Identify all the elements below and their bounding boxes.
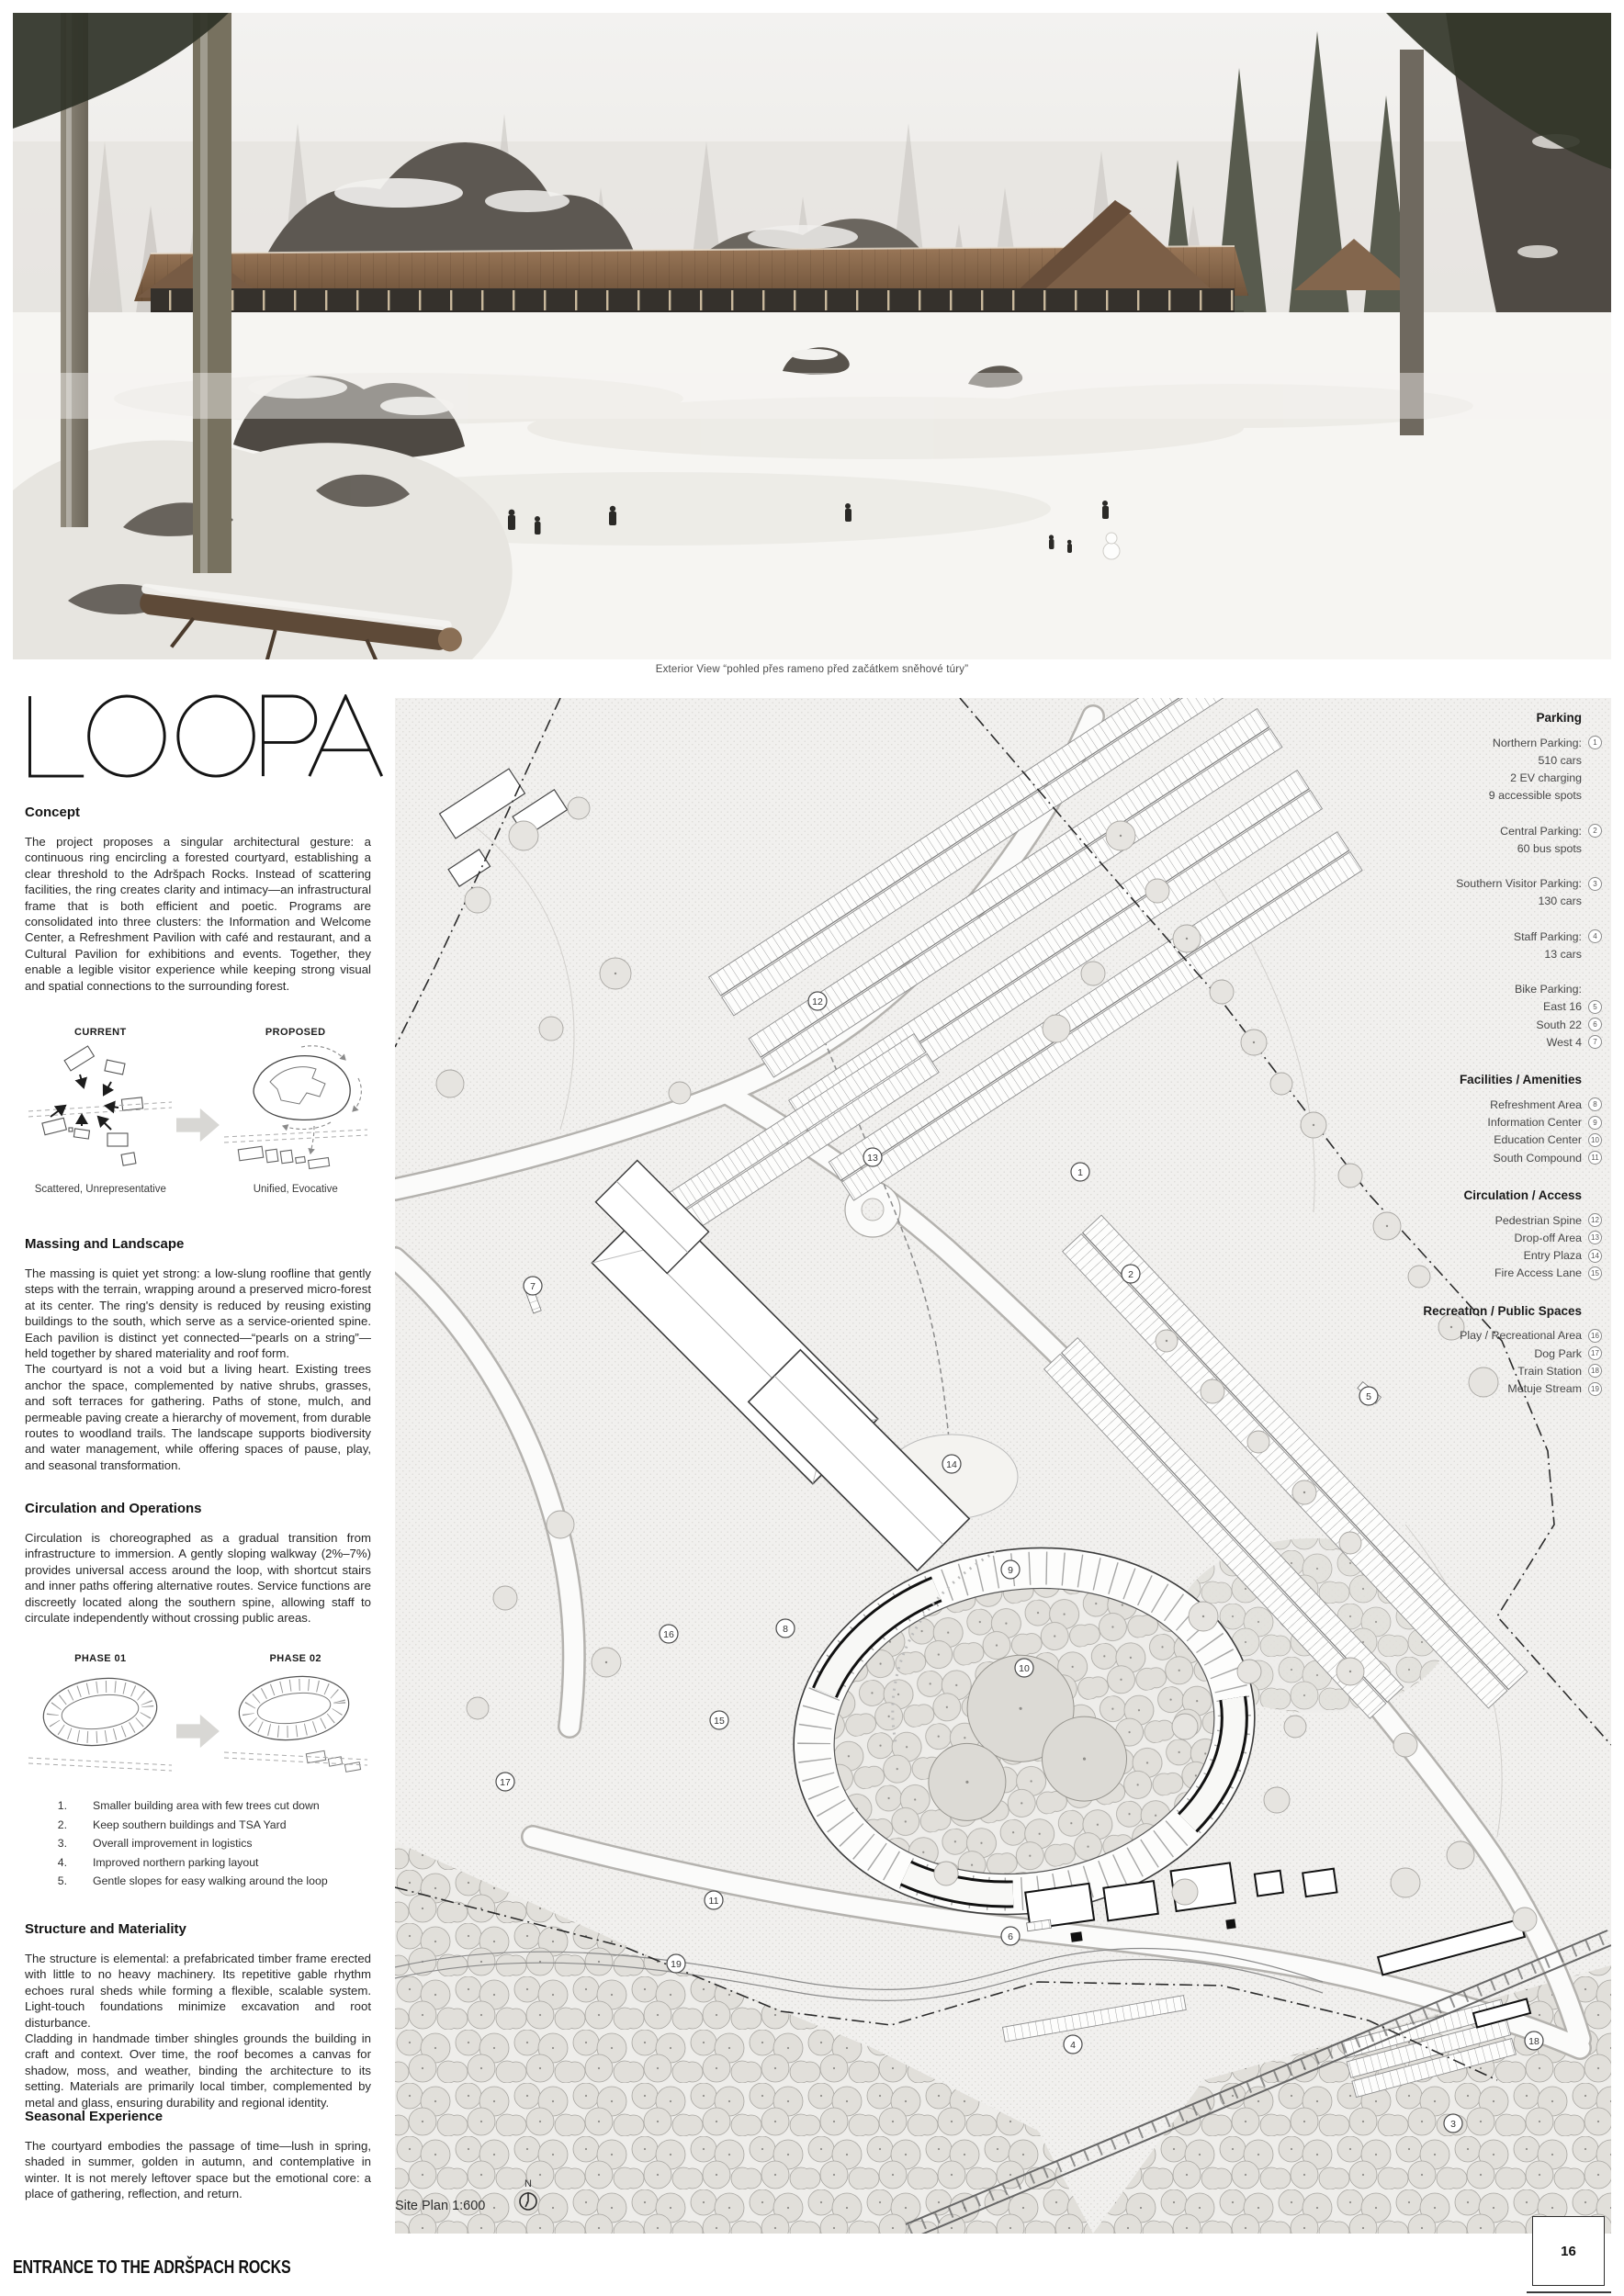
plan-marker-10 bbox=[1015, 1659, 1033, 1677]
legend-row-label: 2 EV charging bbox=[1510, 771, 1582, 784]
legend-row bbox=[1385, 1362, 1602, 1379]
legend-row-badge: 8 bbox=[1588, 1097, 1602, 1111]
svg-text:5: 5 bbox=[1366, 1391, 1371, 1402]
diagram-current-label: CURRENT bbox=[74, 1027, 127, 1038]
arrow-right-icon bbox=[176, 1104, 220, 1146]
svg-text:1: 1 bbox=[1077, 1167, 1083, 1178]
plan-marker-1 bbox=[1071, 1163, 1089, 1181]
list-item bbox=[25, 1816, 371, 1835]
diagram-proposed-label: PROPOSED bbox=[265, 1027, 326, 1038]
plan-scale-label bbox=[395, 2177, 540, 2213]
plan-marker-16 bbox=[660, 1625, 678, 1643]
svg-text:7: 7 bbox=[530, 1281, 536, 1292]
legend-row-label: Pedestrian Spine bbox=[1494, 1213, 1582, 1227]
legend-row bbox=[1385, 1229, 1602, 1246]
svg-text:16: 16 bbox=[663, 1629, 674, 1640]
legend-row-label: South Compound bbox=[1493, 1151, 1582, 1165]
list-item-text: Improved northern parking layout bbox=[93, 1855, 259, 1869]
phase2-label: PHASE 02 bbox=[269, 1653, 321, 1664]
svg-text:10: 10 bbox=[1019, 1663, 1030, 1674]
legend-row bbox=[1385, 910, 1602, 928]
list-item bbox=[25, 1834, 371, 1853]
legend-row-label: East 16 bbox=[1542, 1000, 1582, 1014]
sheet-footer bbox=[13, 2257, 360, 2279]
svg-text:8: 8 bbox=[783, 1624, 788, 1635]
svg-text:2: 2 bbox=[1128, 1269, 1133, 1280]
legend-row-label: 130 cars bbox=[1538, 895, 1582, 908]
legend-row bbox=[1385, 1149, 1602, 1166]
sheet-title: ENTRANCE TO THE ADRŠPACH ROCKS bbox=[13, 2257, 291, 2278]
phase1-diagram bbox=[27, 1668, 174, 1776]
svg-text:9: 9 bbox=[1008, 1565, 1013, 1576]
list-item-text: Overall improvement in logistics bbox=[93, 1837, 253, 1850]
legend-row-badge: 17 bbox=[1588, 1346, 1602, 1360]
legend-row bbox=[1385, 751, 1602, 769]
legend-row-badge: 19 bbox=[1588, 1382, 1602, 1396]
circulation-body: Circulation is choreographed as a gradual transition from infrastructure to immersion. A gently sloping walkway (2%–7%) provides universal access around the loop, with shortcut stairs and inner paths offering alternative routes. Service functions are discreetly located along the southern spine, allowing staff to circulate independently without crossing public areas. bbox=[25, 1531, 371, 1626]
massing-paragraph-2: The courtyard is not a void but a living heart. Existing trees anchor the space, complemented by native shrubs, grasses, and soft terraces for gathering. Paths of stone, mulch, and permeable paving create a hierarchy of movement, from durable routes to woodland trails. The landscape supports biodiversity and water management, while offering spaces of pause, play, and seasonal transformation. bbox=[25, 1362, 371, 1472]
legend-row bbox=[1385, 1327, 1602, 1345]
legend-row bbox=[1385, 1247, 1602, 1265]
legend-row-badge: 13 bbox=[1588, 1231, 1602, 1244]
legend-row-badge: 16 bbox=[1588, 1329, 1602, 1343]
legend-row-badge: 10 bbox=[1588, 1133, 1602, 1147]
plan-marker-6 bbox=[1001, 1927, 1020, 1945]
legend-row bbox=[1385, 1131, 1602, 1149]
diagram-current-caption: Scattered, Unrepresentative bbox=[34, 1184, 166, 1195]
list-item-number: 1. bbox=[57, 1799, 67, 1812]
seasonal-heading: Seasonal Experience bbox=[25, 2109, 164, 2124]
project-title bbox=[25, 694, 371, 783]
page-number: 16 bbox=[1561, 2243, 1576, 2259]
legend-row bbox=[1385, 875, 1602, 893]
legend-row-badge: 3 bbox=[1588, 877, 1602, 891]
legend-row bbox=[1385, 1096, 1602, 1113]
legend-row bbox=[1385, 1211, 1602, 1229]
legend-row-label: Dog Park bbox=[1534, 1346, 1582, 1360]
legend-row-badge: 15 bbox=[1588, 1266, 1602, 1280]
legend-row bbox=[1385, 769, 1602, 786]
legend-row-badge: 1 bbox=[1588, 736, 1602, 749]
render-caption: Exterior View “pohled přes rameno před začátkem sněhové túry” bbox=[655, 664, 969, 675]
plan-marker-13 bbox=[863, 1148, 882, 1166]
plan-marker-14 bbox=[942, 1455, 961, 1473]
legend-row-label: Education Center bbox=[1494, 1133, 1582, 1147]
legend-section-title: Facilities / Amenities bbox=[1459, 1073, 1582, 1087]
diagram-proposed-caption: Unified, Evocative bbox=[253, 1184, 338, 1195]
legend-row bbox=[1385, 1114, 1602, 1131]
list-item-number: 5. bbox=[57, 1874, 67, 1887]
plan-marker-7 bbox=[524, 1277, 542, 1295]
legend-row bbox=[1385, 805, 1602, 822]
svg-text:12: 12 bbox=[812, 996, 823, 1007]
list-item-text: Keep southern buildings and TSA Yard bbox=[93, 1818, 287, 1831]
phase-diagram bbox=[25, 1653, 371, 1781]
legend-row bbox=[1385, 1379, 1602, 1397]
list-item-number: 2. bbox=[57, 1818, 67, 1831]
svg-text:17: 17 bbox=[500, 1777, 511, 1788]
legend-row-label: Bike Parking: bbox=[1514, 983, 1582, 996]
legend-row-badge: 4 bbox=[1588, 929, 1602, 943]
svg-text:19: 19 bbox=[671, 1959, 682, 1970]
legend-row bbox=[1385, 787, 1602, 805]
svg-text:14: 14 bbox=[946, 1459, 957, 1470]
legend-row bbox=[1385, 928, 1602, 945]
svg-text:11: 11 bbox=[708, 1896, 719, 1907]
plan-marker-15 bbox=[710, 1711, 728, 1729]
massing-heading: Massing and Landscape bbox=[25, 1236, 185, 1252]
plan-marker-5 bbox=[1359, 1387, 1378, 1405]
exterior-render-image bbox=[13, 13, 1611, 659]
legend-section-title: Parking bbox=[1536, 711, 1582, 725]
legend-row bbox=[1385, 998, 1602, 1016]
svg-text:4: 4 bbox=[1070, 2040, 1076, 2051]
legend-row bbox=[1385, 822, 1602, 839]
list-item-number: 3. bbox=[57, 1837, 67, 1850]
legend-row-label: 13 cars bbox=[1544, 947, 1582, 961]
list-item-text: Smaller building area with few trees cut down bbox=[93, 1799, 320, 1812]
plan-marker-8 bbox=[776, 1619, 795, 1638]
north-arrow-icon bbox=[516, 2177, 540, 2213]
svg-text:18: 18 bbox=[1528, 2036, 1539, 2047]
svg-text:13: 13 bbox=[867, 1153, 878, 1164]
exterior-render bbox=[13, 13, 1611, 659]
legend-row bbox=[1385, 1345, 1602, 1362]
legend-section-title: Recreation / Public Spaces bbox=[1423, 1303, 1582, 1318]
legend-section-parking bbox=[1385, 711, 1602, 1051]
legend-row bbox=[1385, 981, 1602, 998]
legend-row-label: Information Center bbox=[1487, 1116, 1582, 1130]
concept-body: The project proposes a singular architectural gesture: a continuous ring encircling a forested courtyard, establishing a clear threshold to the Adršpach Rocks. Instead of scattering facilities, the ring creates clarity and intimacy—an infrastructural frame that is both efficient and poetic. Programs are consolidated into three clusters: the Information and Welcome Center, a Refreshment Pavilion with café and restaurant, and a Cultural Pavilion for exhibitions and events. Together, they enable a legible visitor experience while keeping strong visual and spatial connections to the surrounding forest. bbox=[25, 835, 371, 993]
list-item-number: 4. bbox=[57, 1855, 67, 1869]
phase1-label: PHASE 01 bbox=[74, 1653, 127, 1664]
legend-row-label: West 4 bbox=[1546, 1035, 1582, 1049]
svg-text:N: N bbox=[524, 2178, 533, 2189]
legend-row bbox=[1385, 1016, 1602, 1033]
legend-row-label: Train Station bbox=[1517, 1364, 1582, 1378]
arrow-right-icon bbox=[176, 1710, 220, 1752]
legend-row-badge: 11 bbox=[1588, 1151, 1602, 1165]
legend-row bbox=[1385, 857, 1602, 874]
phase-benefits-list bbox=[25, 1796, 371, 1891]
scale-text: Site Plan 1:600 bbox=[395, 2199, 486, 2213]
legend-row-label: Staff Parking: bbox=[1513, 929, 1582, 943]
legend-row-badge: 14 bbox=[1588, 1249, 1602, 1263]
legend-row bbox=[1385, 945, 1602, 962]
site-plan bbox=[395, 698, 1611, 2234]
plan-marker-19 bbox=[667, 1954, 685, 1973]
concept-heading: Concept bbox=[25, 805, 80, 820]
legend-row-label: Entry Plaza bbox=[1523, 1249, 1582, 1263]
legend-row-label: Refreshment Area bbox=[1490, 1097, 1582, 1111]
massing-body bbox=[25, 1266, 371, 1473]
structure-paragraph-1: The structure is elemental: a prefabricated timber frame erected with little to no heavy machinery. Its repetitive gable rhythm echoes rural sheds while forming a flexible, scalable system. Light-touch foundations minimize excavation and root disturbance. bbox=[25, 1952, 371, 2030]
legend-row bbox=[1385, 839, 1602, 857]
seasonal-body: The courtyard embodies the passage of time—lush in spring, shaded in summer, golden in autumn, and contemplative in winter. It is not merely leftover space but the emotional core: a place of gathering, reflection, and return. bbox=[25, 2139, 371, 2201]
svg-text:3: 3 bbox=[1450, 2119, 1456, 2130]
legend-section-circulation bbox=[1385, 1188, 1602, 1282]
structure-heading: Structure and Materiality bbox=[25, 1921, 186, 1937]
legend-row bbox=[1385, 1265, 1602, 1282]
current-diagram bbox=[27, 1041, 174, 1177]
legend-row-label: 510 cars bbox=[1538, 753, 1582, 767]
legend-row-label: Drop-off Area bbox=[1514, 1231, 1582, 1244]
legend-row-label: Central Parking: bbox=[1500, 824, 1582, 838]
legend-row-label: Southern Visitor Parking: bbox=[1456, 877, 1582, 891]
legend-row-badge: 7 bbox=[1588, 1035, 1602, 1049]
phase2-diagram bbox=[222, 1668, 369, 1776]
legend-row-badge: 5 bbox=[1588, 1000, 1602, 1014]
plan-marker-17 bbox=[496, 1773, 514, 1791]
svg-text:15: 15 bbox=[714, 1716, 725, 1727]
list-item bbox=[25, 1853, 371, 1873]
plan-marker-11 bbox=[705, 1891, 723, 1909]
legend-row-label: 9 accessible spots bbox=[1488, 789, 1582, 803]
legend-row bbox=[1385, 734, 1602, 751]
plan-legend bbox=[1385, 711, 1602, 1398]
plan-marker-3 bbox=[1444, 2114, 1462, 2133]
page-number-box bbox=[1532, 2216, 1605, 2286]
legend-row-label: South 22 bbox=[1536, 1018, 1582, 1031]
legend-row-badge: 9 bbox=[1588, 1116, 1602, 1130]
list-item bbox=[25, 1796, 371, 1816]
plan-marker-2 bbox=[1122, 1265, 1140, 1283]
proposed-diagram bbox=[222, 1041, 369, 1177]
structure-body bbox=[25, 1951, 371, 2110]
legend-section-recreation bbox=[1385, 1304, 1602, 1398]
legend-row-badge: 2 bbox=[1588, 824, 1602, 838]
svg-text:6: 6 bbox=[1008, 1931, 1013, 1942]
plan-marker-9 bbox=[1001, 1560, 1020, 1579]
legend-row-label: Northern Parking: bbox=[1492, 736, 1582, 749]
legend-row-badge: 18 bbox=[1588, 1364, 1602, 1378]
circulation-heading: Circulation and Operations bbox=[25, 1501, 202, 1516]
legend-row-label: Play / Recreational Area bbox=[1460, 1329, 1582, 1343]
list-item-text: Gentle slopes for easy walking around the loop bbox=[93, 1874, 328, 1887]
legend-row bbox=[1385, 893, 1602, 910]
page-number-rule bbox=[1527, 2291, 1611, 2293]
structure-paragraph-2: Cladding in handmade timber shingles grounds the building in craft and context. Over time, the roof becomes a canvas for shadow, moss, and weather, binding the architecture to its setting. Materials are primarily local timber, complemented by metal and glass, ensuring durability and regional identity. bbox=[25, 2032, 371, 2110]
list-item bbox=[25, 1872, 371, 1891]
plan-marker-4 bbox=[1064, 2035, 1082, 2054]
legend-row-badge: 12 bbox=[1588, 1213, 1602, 1227]
legend-row-label: 60 bus spots bbox=[1517, 841, 1582, 855]
plan-marker-18 bbox=[1525, 2032, 1543, 2050]
legend-section-title: Circulation / Access bbox=[1463, 1188, 1582, 1203]
massing-paragraph-1: The massing is quiet yet strong: a low-slung roofline that gently steps with the terrain, wrapping around a preserved micro-forest at its center. The ring's density is reduced by reusing existing buildings to the south, which serve as a service-oriented spine. Each pavilion is distinct yet connected—“pearls on a string”—held together by shared materiality and roof form. bbox=[25, 1266, 371, 1361]
legend-section-facilities bbox=[1385, 1073, 1602, 1166]
concept-diagram bbox=[25, 1027, 371, 1195]
legend-row-label: Metuje Stream bbox=[1507, 1382, 1582, 1396]
legend-row bbox=[1385, 1033, 1602, 1051]
project-title-logo bbox=[25, 694, 389, 779]
legend-row-badge: 6 bbox=[1588, 1018, 1602, 1031]
plan-marker-12 bbox=[808, 992, 827, 1010]
legend-row bbox=[1385, 962, 1602, 980]
legend-row-label: Fire Access Lane bbox=[1494, 1266, 1582, 1280]
